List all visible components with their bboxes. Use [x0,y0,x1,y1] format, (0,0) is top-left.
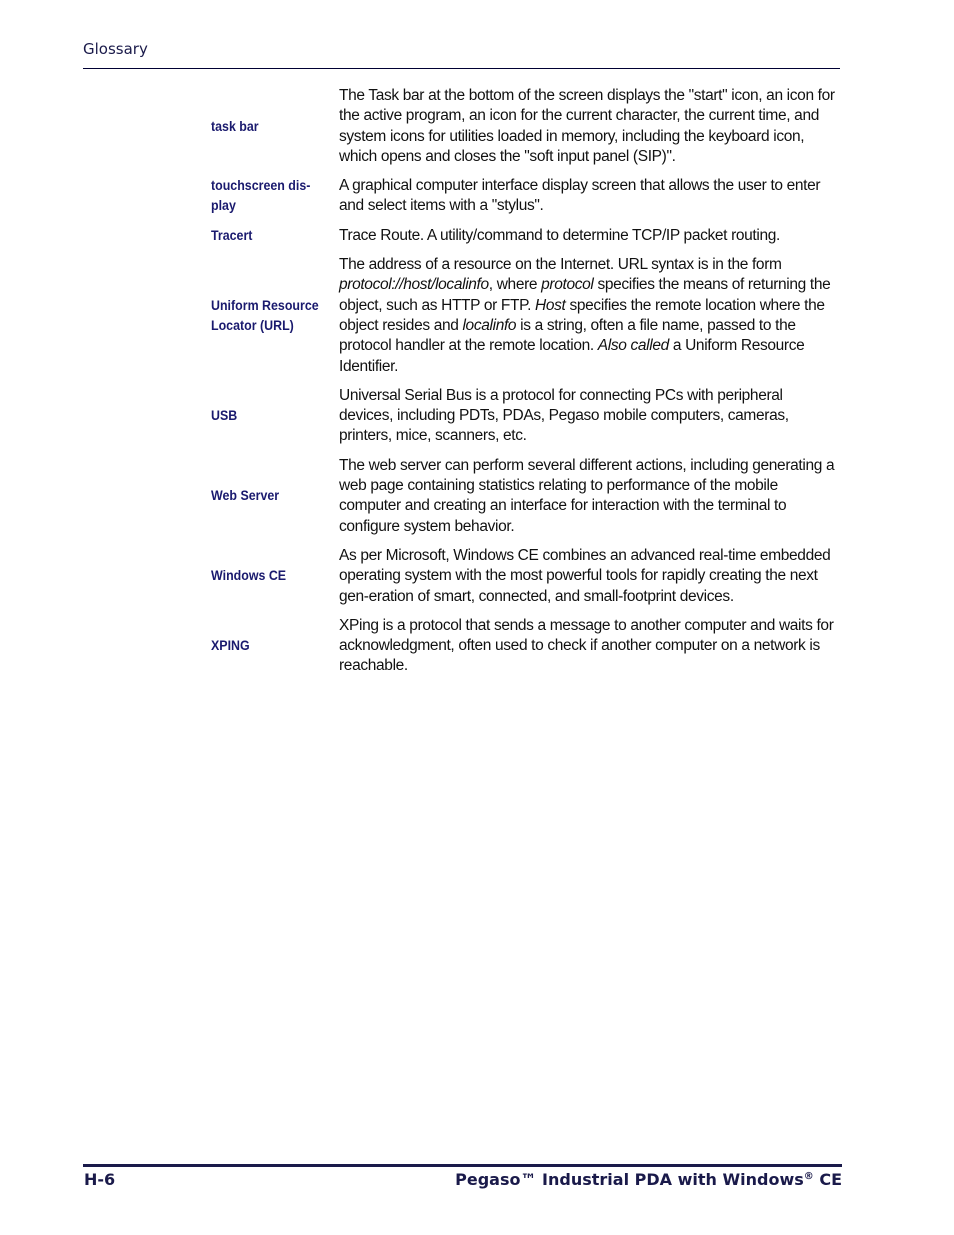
definition-text: The address of a resource on the Internet. URL syntax is in the form [339,256,782,274]
glossary-term: touchscreen dis-play [211,178,311,214]
definition-text: is a string, often a file name, passed to the protocol handler at the remote location. [339,316,796,355]
definition-emphasis: Host [535,296,566,314]
definition-text: specifies the remote location where the object resides and [339,296,825,334]
glossary-entry [211,616,836,677]
document-title [455,1170,842,1189]
definition-text: Universal Serial Bus is a protocol for connecting PCs with peripheral devices, including PDTs, PDAs, Pegaso mobile computers, cameras, printers, mice, scanners, etc. [339,386,789,445]
definition-emphasis: protocol [541,276,594,294]
definition-text: , where [488,276,542,294]
glossary-term: Windows CE [211,568,287,584]
glossary-definition [339,255,836,377]
glossary-definition [339,456,836,537]
definition-text: The Task bar at the bottom of the screen displays the "start" icon, an icon for the active program, an icon for the current character, the current time, and system icons for utilities loaded in memory, including the keyboard icon, which opens and closes the "soft input panel (SIP)". [339,87,835,165]
glossary-term: Web Server [211,488,280,504]
glossary-definition [339,176,836,217]
glossary-entry [211,176,836,217]
glossary-definition [339,546,836,607]
glossary-entry [211,546,836,607]
glossary-term: Tracert [211,227,253,243]
glossary-definition [339,616,836,677]
header-divider [83,68,840,69]
footer-divider [83,1164,842,1167]
glossary-entry [211,386,836,447]
definition-text: Trace Route. A utility/command to determine TCP/IP packet routing. [339,226,780,244]
glossary-term: task bar [211,118,259,134]
definition-text: a Uniform Resource Identifier. [339,337,805,375]
registered-mark: ® [803,1171,814,1182]
glossary-term: Uniform Resource Locator (URL) [211,297,319,333]
glossary-table [211,86,836,686]
definition-text: XPing is a protocol that sends a message to another computer and waits for acknowledgment, often used to check if another computer on a network is reachable. [339,616,834,675]
glossary-term: USB [211,408,238,424]
definition-text: A graphical computer interface display screen that allows the user to enter and select items with a "stylus". [339,177,821,215]
glossary-definition [339,386,836,447]
definition-text: The web server can perform several different actions, including generating a web page containing statistics relating to performance of the mobile computer and creating an interface for interaction with the terminal to configure system behavior. [339,456,835,535]
glossary-entry [211,86,836,167]
document-title-text: Pegaso™ Industrial PDA with Windows [455,1170,804,1189]
section-title: Glossary [83,40,148,58]
definition-text: As per Microsoft, Windows CE combines an advanced real-time embedded operating system with the most powerful tools for rapidly creating the next gen-eration of smart, connected, and small-footprint devices. [339,546,831,605]
glossary-entry [211,255,836,377]
glossary-term: XPING [211,638,250,654]
glossary-definition [339,86,836,167]
glossary-entry [211,456,836,537]
page-number: H-6 [84,1170,116,1189]
definition-emphasis: Also called [597,337,669,355]
glossary-entry [211,226,836,246]
definition-emphasis: protocol://host/localinfo [339,276,489,294]
document-title-suffix: CE [813,1170,842,1189]
definition-text: specifies the means of returning the object, such as HTTP or FTP. [339,276,831,314]
definition-emphasis: localinfo [462,316,517,334]
glossary-definition [339,226,836,246]
